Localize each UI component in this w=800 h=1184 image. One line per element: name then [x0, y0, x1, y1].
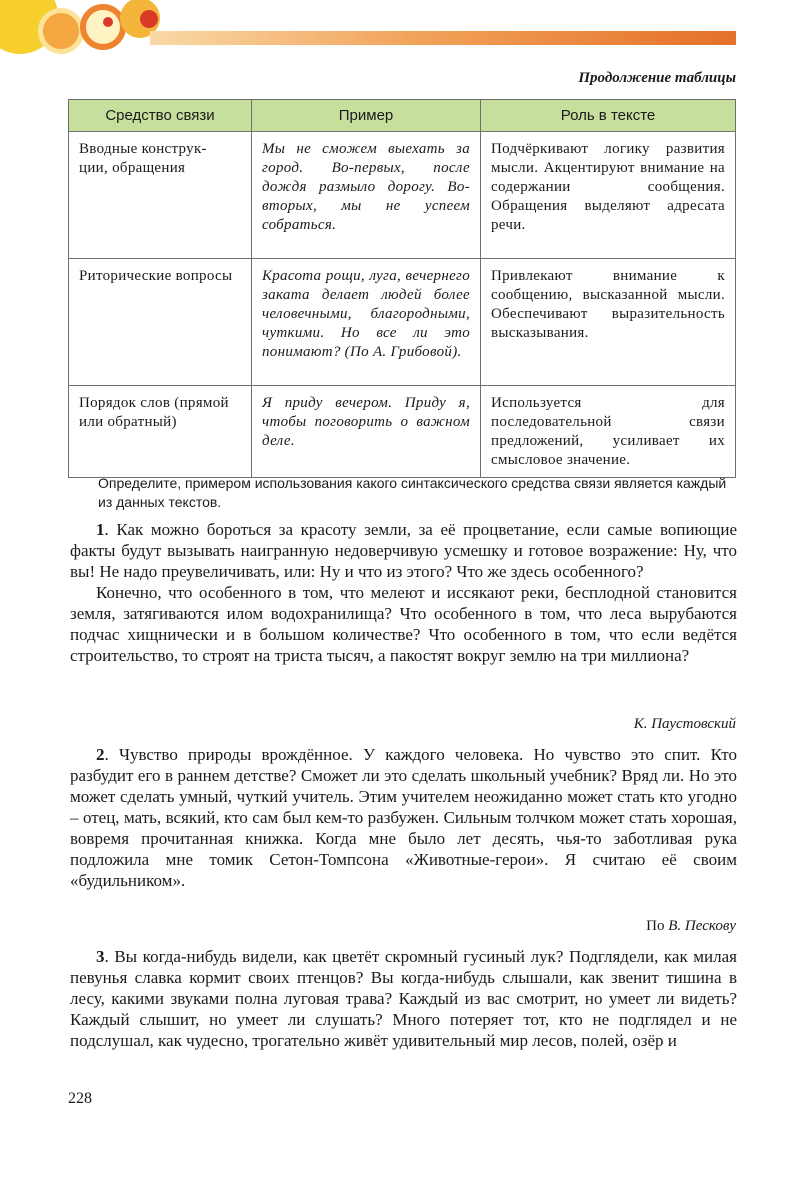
example-cell: Мы не сможем выехать за город. Во-первых, после дождя размыло дорогу. Во-вторых, мы не успеем собраться. — [252, 132, 481, 259]
paragraph-text: . Вы когда-нибудь видели, как цветёт скромный гусиный лук? Подглядели, как милая певунья славка кормит своих птенцов? Вы когда-нибудь слышали, как звенит тишина в лесу, какими звуками полна луговая трава? Каждый из вас смотрит, но умеет ли видеть? Каждый слышит, но умеет ли слушать? Много потеряет тот, кто не подглядел и не подслушал, как чудесно, трогательно живёт удивительный мир лесов, полей, озёр и — [70, 947, 737, 1050]
author-2 — [646, 918, 736, 935]
paragraph — [70, 519, 737, 582]
text-number: 1 — [96, 520, 105, 539]
author-name: В. Пескову — [668, 918, 736, 934]
role-cell: Используется для последовательной связи предложений, усиливает их смысловое значение. — [481, 386, 736, 478]
paragraph-text: Конечно, что особенного в том, что мелеют и иссякают реки, бесплодной становится земля, затягиваются илом водохранилища? Что особенного в том, что леса вырубаются подчас хищнически и в большом количестве? Что особенного в том, что если ведётся строительство, то строят на триста тысяч, а пакостят вокруг землю на три миллиона? — [70, 583, 737, 665]
decor-circle — [38, 8, 84, 54]
device-cell: Порядок слов (прямой или обратный) — [69, 386, 252, 478]
text-number: 3 — [96, 947, 105, 966]
author-1 — [634, 716, 736, 733]
text-2 — [70, 744, 737, 891]
table-row — [69, 259, 736, 386]
example-cell: Я приду вечером. Приду я, чтобы поговорить о важном деле. — [252, 386, 481, 478]
example-cell: Красота рощи, луга, вечернего заката делает людей более человечными, благородными, чуткими. Но все ли это понимают? (По А. Грибовой). — [252, 259, 481, 386]
connection-devices-table — [68, 99, 736, 478]
task-instruction: Определите, примером использования какого синтаксического средства связи является каждый из данных текстов. — [98, 475, 727, 510]
role-cell: Привлекают внимание к сообщению, высказанной мысли. Обеспечивают выразительность высказывания. — [481, 259, 736, 386]
paragraph-text: . Чувство природы врождённое. У каждого человека. Но чувство это спит. Кто разбудит его в раннем детстве? Сможет ли это сделать школьный учебник? Вряд ли. Но это может сделать умный, чуткий учитель. Этим учителем неожиданно может стать кто угодно – отец, мать, всякий, кто сам был кем-то разбужен. Сильным толчком может стать хорошая, вовремя прочитанная книжка. Когда мне было лет десять, чья-то заботливая рука подложила мне томик Сетон-Томпсона «Животные-герои». Я считаю её своим «будильником». — [70, 745, 737, 890]
column-header: Роль в тексте — [481, 100, 736, 132]
table-row — [69, 132, 736, 259]
table-header-row — [69, 100, 736, 132]
paragraph-text: . Как можно бороться за красоту земли, за её процветание, если самые вопиющие факты будут вызывать наигранную недоверчивую усмешку и готовое возражение: Ну, что вы! Не надо преувеличивать, или: Ну и что из этого? Что же здесь особенного? — [70, 520, 737, 581]
column-header: Пример — [252, 100, 481, 132]
author-prefix: По — [646, 918, 669, 934]
decor-circle — [140, 10, 158, 28]
decor-circle — [103, 17, 113, 27]
paragraph — [70, 582, 737, 666]
author-name: К. Паустовский — [633, 716, 736, 732]
paragraph — [70, 946, 737, 1051]
device-cell: Вводные конструк- ции, обращения — [69, 132, 252, 259]
decor-circle — [80, 4, 126, 50]
continuation-title: Продолжение таблицы — [578, 70, 736, 86]
text-number: 2 — [96, 745, 105, 764]
text-1 — [70, 519, 737, 666]
header-bar — [150, 31, 736, 45]
paragraph — [70, 744, 737, 891]
text-3 — [70, 946, 737, 1051]
table-row — [69, 386, 736, 478]
role-cell: Подчёркивают логику развития мысли. Акцентируют внимание на содержании сообщения. Обращения выделяют адресата речи. — [481, 132, 736, 259]
column-header: Средство связи — [69, 100, 252, 132]
page-number: 228 — [68, 1090, 92, 1107]
device-cell: Риторические вопросы — [69, 259, 252, 386]
